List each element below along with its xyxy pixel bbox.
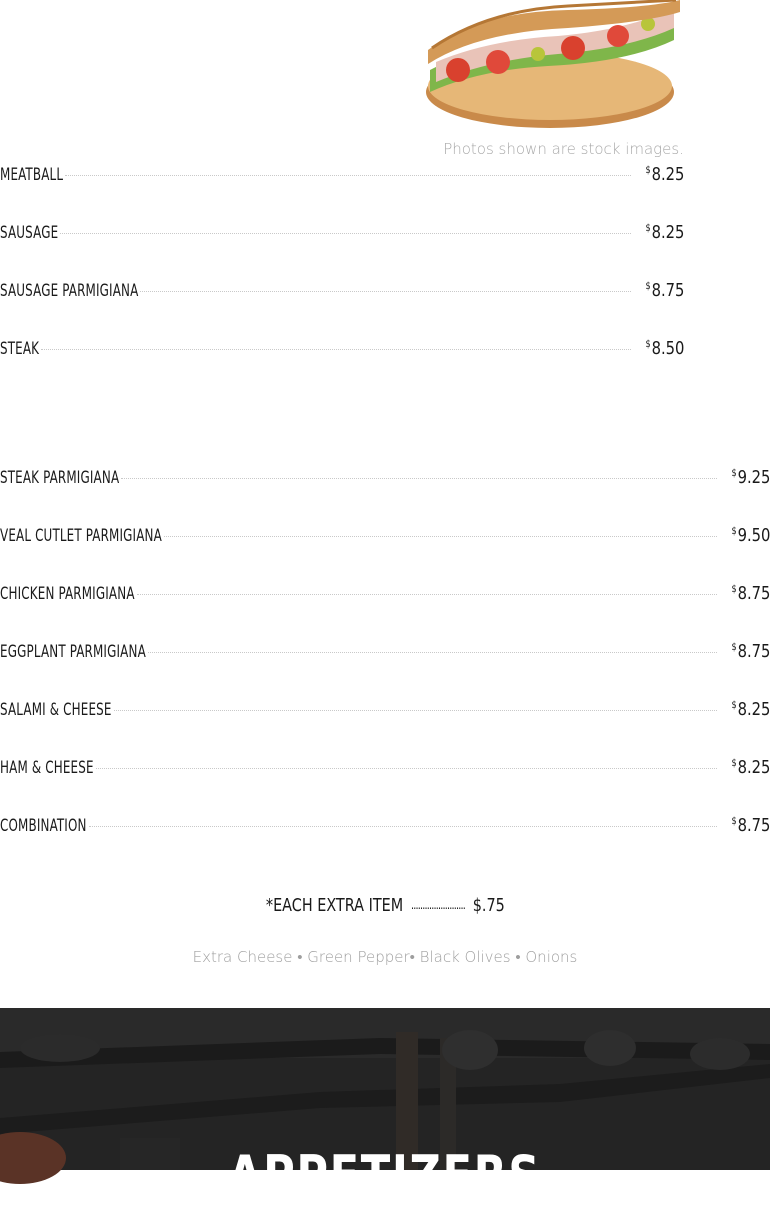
- menu-item-price: $8.75: [731, 815, 770, 836]
- dot-leader: [60, 233, 630, 234]
- stock-photo-note: Photos shown are stock images.: [443, 140, 684, 158]
- menu-list-top: [0, 164, 684, 396]
- dot-leader: [96, 768, 717, 769]
- dot-leader: [41, 349, 630, 350]
- extra-toppings-list: Extra Cheese • Green Pepper• Black Olives • Onions: [192, 948, 578, 966]
- menu-item-price: $8.75: [731, 583, 770, 604]
- dot-leader: [148, 652, 717, 653]
- menu-item-name: HAM & CHEESE: [0, 758, 94, 778]
- menu-item: [0, 815, 770, 873]
- dot-leader: [89, 826, 717, 827]
- menu-item-price: $8.25: [731, 757, 770, 778]
- dot-leader: [121, 478, 716, 479]
- menu-item-name: CHICKEN PARMIGIANA: [0, 584, 135, 604]
- extra-item-dots: ........................: [410, 898, 465, 912]
- menu-item: [0, 338, 684, 396]
- menu-item-price: $8.75: [731, 641, 770, 662]
- menu-item: [0, 699, 770, 757]
- extra-item-label: *EACH EXTRA ITEM: [265, 895, 403, 916]
- dot-leader: [140, 291, 630, 292]
- menu-list-bottom: [0, 467, 770, 873]
- menu-item-name: SAUSAGE PARMIGIANA: [0, 281, 139, 301]
- extra-item-price: $.75: [472, 895, 505, 916]
- menu-item-name: STEAK PARMIGIANA: [0, 468, 120, 488]
- menu-item: [0, 280, 684, 338]
- dot-leader: [65, 175, 630, 176]
- menu-item-price: $8.50: [645, 338, 684, 359]
- menu-item: [0, 757, 770, 815]
- menu-item-name: SALAMI & CHEESE: [0, 700, 112, 720]
- menu-item-name: STEAK: [0, 339, 40, 359]
- menu-item-name: EGGPLANT PARMIGIANA: [0, 642, 146, 662]
- dot-leader: [164, 536, 717, 537]
- menu-item: [0, 164, 684, 222]
- appetizers-heading: APPETIZERS: [228, 1144, 542, 1207]
- menu-item: [0, 467, 770, 525]
- menu-item-price: $9.25: [731, 467, 770, 488]
- menu-item: [0, 583, 770, 641]
- menu-item-price: $8.25: [645, 164, 684, 185]
- appetizers-banner: [0, 1008, 770, 1207]
- menu-item-name: VEAL CUTLET PARMIGIANA: [0, 526, 162, 546]
- menu-item-name: MEATBALL: [0, 165, 64, 185]
- menu-item: [0, 525, 770, 583]
- dot-leader: [114, 710, 717, 711]
- menu-item: [0, 222, 684, 280]
- menu-item-price: $8.75: [645, 280, 684, 301]
- menu-item: [0, 641, 770, 699]
- menu-item-price: $8.25: [645, 222, 684, 243]
- menu-item-name: SAUSAGE: [0, 223, 59, 243]
- dot-leader: [137, 594, 717, 595]
- sub-sandwich-image: [418, 0, 682, 130]
- extra-item-row: [0, 895, 770, 916]
- menu-item-price: $8.25: [731, 699, 770, 720]
- menu-item-name: COMBINATION: [0, 816, 87, 836]
- menu-item-price: $9.50: [731, 525, 770, 546]
